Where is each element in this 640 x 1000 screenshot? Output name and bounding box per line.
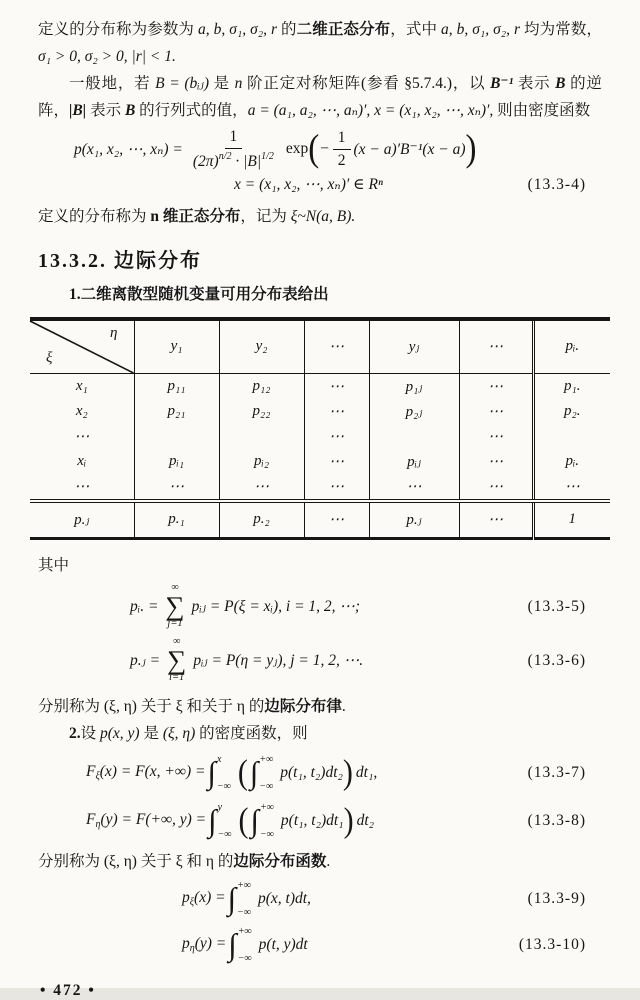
paragraph-marginal-law	[38, 693, 602, 720]
table-cell	[134, 424, 219, 449]
table-cell: ⋯	[533, 474, 610, 501]
exp-operator: exp	[285, 140, 309, 158]
fraction-denominator: 2	[337, 151, 346, 169]
column-header: y₂	[219, 319, 304, 374]
item-text: 二维离散型随机变量可用分布表给出	[80, 285, 329, 303]
table-cell: p₂₁	[134, 399, 219, 424]
column-header: pᵢ.	[533, 319, 610, 374]
equation-tag: (13.3-6)	[527, 651, 586, 669]
sigma-symbol: ∑	[167, 644, 187, 675]
outer-integral	[207, 754, 235, 792]
table-cell: pᵢⱼ	[369, 449, 459, 474]
formula-domain-line	[234, 173, 602, 197]
list-item-1	[38, 283, 602, 307]
table-cell: ⋯	[459, 424, 533, 449]
equation-tag: (13.3-4)	[527, 175, 586, 193]
eta-label: η	[110, 324, 118, 341]
fraction-half	[333, 129, 351, 170]
integral-upper-limit: +∞	[237, 925, 252, 937]
integral-symbol: ∫	[250, 803, 260, 839]
table-row	[30, 373, 610, 399]
page-number: • 472 •	[40, 981, 96, 999]
table-row	[30, 399, 610, 424]
footer-cell: ⋯	[304, 501, 369, 539]
formula-lhs: pᵢ. =	[130, 597, 159, 615]
math-run: B⁻¹	[490, 75, 514, 92]
table-cell: ⋯	[459, 449, 533, 474]
column-header: yⱼ	[369, 319, 459, 374]
text-run: 分别称为 (ξ, η) 关于 ξ 和 η 的	[38, 852, 234, 870]
big-paren-close: )	[343, 801, 354, 840]
table-cell: ⋯	[459, 474, 533, 501]
integral-upper-limit: y	[217, 801, 223, 813]
table-cell: p₂.	[533, 399, 610, 424]
integral-symbol: ∫	[208, 803, 217, 839]
table-cell: ⋯	[74, 478, 90, 495]
math-run: (x) = F(x, +∞) =	[99, 763, 206, 781]
integral-symbol: ∫	[227, 881, 237, 917]
table-cell: ⋯	[304, 399, 369, 424]
equation-tag: (13.3-7)	[527, 763, 586, 781]
table-cell: ⋯	[134, 474, 219, 501]
integrand: p(t₁, t₂)dt₁	[280, 811, 344, 829]
table-cell: p₁₂	[219, 373, 304, 399]
table-header-row	[30, 319, 610, 374]
sum-lower-limit: j=1	[167, 618, 183, 630]
table-cell: ⋯	[304, 449, 369, 474]
text-run: .	[341, 697, 346, 715]
integral-lower-limit: −∞	[217, 828, 232, 840]
math-run: a, b, σ₁, σ₂, r	[441, 21, 521, 38]
term-marginal-function: 边际分布函数	[233, 852, 327, 870]
table-cell	[533, 424, 610, 449]
integral-upper-limit: +∞	[259, 753, 274, 765]
column-header: ⋯	[304, 319, 369, 374]
equation-tag: (13.3-9)	[527, 889, 586, 907]
text-run: .	[326, 852, 331, 870]
integrand: p(t₁, t₂)dt₂	[280, 763, 343, 781]
text-run: 的密度函数，则	[195, 724, 308, 742]
equation-tag: (13.3-8)	[527, 811, 586, 829]
section-heading-marginal-distribution: 13.3.2. 边际分布	[38, 249, 202, 272]
table-cell: pᵢ₁	[134, 449, 219, 474]
big-paren-close: )	[465, 128, 477, 170]
integral-lower-limit: −∞	[259, 780, 274, 792]
table-cell: xᵢ	[77, 452, 87, 469]
subscript: η	[95, 819, 101, 831]
math-run: a = (a₁, a₂, ⋯, aₙ)′, x = (x₁, x₂, ⋯, xₙ)′,	[247, 102, 494, 119]
table-cell: pᵢ₂	[219, 449, 304, 474]
summation	[165, 583, 184, 630]
integrand: p(x, t)dt,	[257, 889, 311, 907]
footer-cell: 1	[533, 501, 610, 539]
text-run: 阶正定对称矩阵(参看 §5.7.4.)，以	[242, 75, 491, 92]
table-cell: ⋯	[369, 474, 459, 501]
fraction	[188, 128, 279, 171]
formula-13-3-6	[130, 635, 602, 687]
table-cell	[369, 424, 459, 449]
math-run: (y) =	[194, 935, 227, 953]
differential: dt₂	[356, 811, 375, 829]
text-run: 定义的分布称为参数为	[38, 21, 199, 38]
subscript: ξ	[189, 897, 195, 909]
text-run: 定义的分布称为	[38, 207, 151, 225]
math-run: (ξ, η)	[162, 724, 196, 742]
item-number: 1.	[69, 285, 81, 303]
column-header: y₁	[134, 319, 219, 374]
formula-13-3-7	[86, 751, 602, 795]
math-run: (x) =	[194, 889, 226, 907]
fraction-denominator	[188, 149, 279, 171]
text-run: 则由密度函数	[493, 102, 591, 119]
item-number: 2.	[69, 724, 81, 742]
math-run: n	[234, 75, 243, 92]
text-run: 的行列式的值，	[135, 102, 248, 119]
text-run: 的逆阵，	[38, 75, 602, 119]
big-paren-open: (	[237, 753, 248, 792]
summation	[167, 637, 186, 684]
math-run: F	[86, 811, 96, 829]
subscript: η	[189, 943, 195, 955]
equation-tag: (13.3-5)	[527, 597, 586, 615]
math-run: F	[86, 763, 96, 781]
integral-upper-limit: x	[216, 753, 222, 765]
subscript: ξ	[95, 771, 100, 783]
integral-symbol: ∫	[207, 755, 216, 791]
paragraph-n-dim-normal	[38, 203, 602, 230]
paragraph-general-case	[38, 70, 602, 124]
math-run: p(x, y)	[100, 724, 140, 742]
domain-statement: x = (x₁, x₂, ⋯, xₙ)′ ∈ Rⁿ	[234, 176, 383, 194]
table-cell: ⋯	[459, 399, 533, 424]
math-run: (2π)	[192, 152, 219, 170]
math-run: B = (bᵢⱼ)	[155, 75, 209, 92]
math-run: B	[124, 102, 136, 119]
inner-integral	[250, 754, 278, 792]
big-paren-open: (	[238, 801, 249, 840]
footer-cell: p.₁	[134, 501, 219, 539]
table-cell: p₂ⱼ	[369, 399, 459, 424]
integral-upper-limit: +∞	[237, 879, 251, 891]
text-run: 分别称为 (ξ, η) 关于 ξ 和关于 η 的	[38, 697, 265, 715]
column-header: ⋯	[459, 319, 533, 374]
integral-upper-limit: +∞	[260, 801, 274, 813]
formula-body: pᵢⱼ = P(η = yⱼ), j = 1, 2, ⋯.	[193, 652, 364, 670]
minus-sign: −	[319, 140, 330, 158]
text-run: ，式中	[390, 21, 442, 38]
integral	[228, 926, 256, 964]
joint-distribution-table	[30, 317, 610, 540]
table-cell: ⋯	[459, 373, 533, 399]
fraction-numerator: 1	[333, 129, 351, 150]
math-run: ξ~N(a, B).	[290, 207, 356, 225]
table-cell: p₁ⱼ	[369, 373, 459, 399]
table-cell: x₁	[75, 377, 88, 394]
math-run: (y) = F(+∞, y) =	[100, 811, 207, 829]
math-run: · |B|	[231, 152, 262, 170]
paragraph-bivariate-normal	[38, 16, 602, 70]
differential: dt₁,	[355, 763, 378, 781]
formula-density-13-3-4	[74, 128, 602, 171]
text-run: 均为常数，	[520, 21, 602, 38]
table-cell: x₂	[75, 402, 88, 419]
outer-integral	[208, 802, 236, 840]
table-cell: ⋯	[74, 428, 90, 445]
table-cell: p₁.	[533, 373, 610, 399]
formula-13-3-5	[130, 581, 602, 633]
equation-tag: (13.3-10)	[518, 935, 586, 953]
footer-cell: p.ⱼ	[369, 501, 459, 539]
sum-upper-limit: ∞	[171, 582, 179, 594]
term-bivariate-normal: 二维正态分布	[296, 21, 391, 38]
integral-lower-limit: −∞	[216, 780, 231, 792]
footer-cell: ⋯	[459, 501, 533, 539]
formula-lhs: p.ⱼ =	[130, 652, 161, 670]
footer-cell: p.ⱼ	[30, 501, 134, 539]
term-marginal-law: 边际分布律	[264, 697, 342, 715]
math-run: |B|	[69, 102, 87, 119]
formula-body: pᵢⱼ = P(ξ = xᵢ), i = 1, 2, ⋯;	[191, 598, 361, 616]
integral-lower-limit: −∞	[237, 906, 251, 918]
sum-lower-limit: i=1	[169, 672, 185, 684]
integral-symbol: ∫	[249, 755, 259, 791]
superscript: n/2	[218, 150, 232, 162]
table-row	[30, 449, 610, 474]
integral	[228, 880, 256, 918]
formula-lhs	[182, 889, 226, 908]
big-paren-close: )	[342, 753, 353, 792]
formula-lhs: p(x₁, x₂, ⋯, xₙ) =	[74, 140, 183, 158]
integrand: p(t, y)dt	[258, 935, 308, 953]
corner-cell	[30, 319, 134, 374]
text-run: 表示	[513, 75, 556, 92]
text-wherein: 其中	[38, 556, 70, 574]
table-cell: pᵢ.	[533, 449, 610, 474]
integral-lower-limit: −∞	[260, 828, 274, 840]
text-run: 是	[139, 724, 163, 742]
formula-lhs	[86, 763, 205, 782]
term-n-dim-normal: n 维正态分布	[150, 207, 241, 225]
integral-symbol: ∫	[228, 927, 237, 963]
math-run: B	[555, 75, 566, 92]
table-row	[30, 474, 610, 501]
table-cell: ⋯	[304, 373, 369, 399]
table-cell: ⋯	[219, 474, 304, 501]
text-run: 表示	[86, 102, 125, 119]
formula-lhs	[182, 935, 226, 954]
sigma-symbol: ∑	[165, 590, 185, 621]
table-cell	[219, 424, 304, 449]
math-run: p	[182, 889, 190, 907]
paragraph-marginal-function	[38, 848, 602, 875]
text-run: 的	[277, 21, 297, 38]
superscript: 1/2	[261, 150, 274, 162]
big-paren-open: (	[308, 128, 320, 170]
text-run: 设	[80, 724, 101, 742]
inner-integral	[251, 802, 279, 840]
math-run: p	[182, 935, 190, 953]
formula-13-3-9	[182, 878, 602, 920]
formula-lhs	[86, 811, 206, 830]
footer-cell: p.₂	[219, 501, 304, 539]
table-cell: ⋯	[304, 424, 369, 449]
table-cell: p₂₂	[219, 399, 304, 424]
formula-13-3-8	[86, 799, 602, 843]
integral-lower-limit: −∞	[237, 952, 252, 964]
table-row	[30, 424, 610, 449]
math-run: σ₁ > 0, σ₂ > 0, |r| < 1.	[38, 48, 176, 65]
table-cell: p₁₁	[134, 373, 219, 399]
math-run: a, b, σ₁, σ₂, r	[198, 21, 278, 38]
xi-label: ξ	[46, 349, 53, 366]
table-footer-row	[30, 501, 610, 539]
list-item-2	[38, 722, 602, 746]
text-run: 是	[208, 75, 235, 92]
text-run: ，记为	[240, 207, 291, 225]
fraction-numerator: 1	[225, 128, 243, 149]
text-run: 一般地，若	[69, 75, 156, 92]
table-cell: ⋯	[304, 474, 369, 501]
formula-13-3-10	[182, 924, 602, 966]
sum-upper-limit: ∞	[172, 636, 181, 648]
quadratic-form: (x − a)′B⁻¹(x − a)	[353, 140, 466, 158]
